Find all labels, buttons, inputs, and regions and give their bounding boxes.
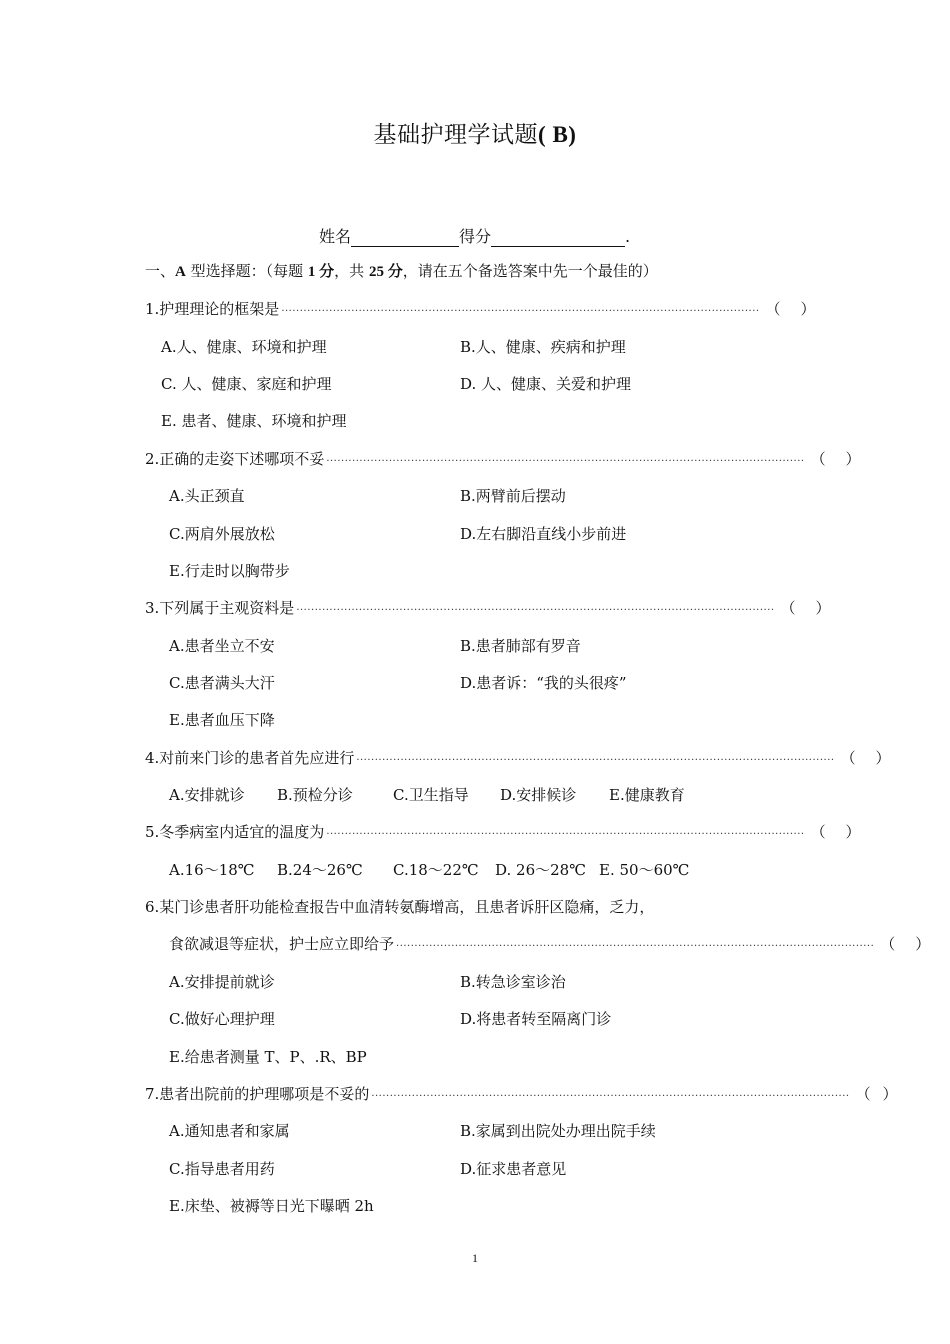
- paren-open: （: [780, 599, 796, 617]
- leader-dots: ··································································································································: [326, 456, 805, 467]
- option-d: D. 人、健康、关爱和护理: [460, 375, 632, 393]
- option-e: E. 患者、健康、环境和护理: [161, 412, 347, 430]
- section-label: 型选择题：（每题: [185, 262, 308, 280]
- option-d: D.患者诉：“我的头很疼”: [460, 674, 627, 692]
- score-label: 得分: [459, 227, 492, 246]
- paren-open: （: [840, 749, 856, 767]
- question-stem: [145, 821, 861, 842]
- score-blank[interactable]: [491, 228, 625, 247]
- option-c: C.患者满头大汗: [169, 674, 275, 692]
- option-d: D.左右脚沿直线小步前进: [460, 525, 627, 543]
- paren-close: ）: [882, 1085, 898, 1103]
- question-text: 3.下列属于主观资料是: [145, 599, 295, 617]
- option-a: A.头正颈直: [169, 487, 245, 505]
- option-c: C. 人、健康、家庭和护理: [161, 375, 332, 393]
- option-d: D.将患者转至隔离门诊: [460, 1010, 612, 1028]
- paren-close: ）: [845, 823, 861, 841]
- paren-open: （: [880, 935, 896, 953]
- section-heading: [145, 260, 658, 281]
- option-a: A.通知患者和家属: [169, 1122, 290, 1140]
- option-b: B.患者肺部有罗音: [460, 637, 581, 655]
- option-a: A.安排就诊: [169, 786, 245, 804]
- answer-bracket[interactable]: [811, 448, 861, 469]
- paren-close: ）: [875, 749, 891, 767]
- question-text: 5.冬季病室内适宜的温度为: [145, 823, 325, 841]
- option-b: B.预检分诊: [277, 786, 353, 804]
- section-mid: ，共: [334, 262, 369, 280]
- option-b: B.人、健康、疾病和护理: [460, 338, 626, 356]
- option-a: A.患者坐立不安: [169, 637, 275, 655]
- paren-open: （: [810, 450, 826, 468]
- answer-bracket[interactable]: [856, 1083, 898, 1104]
- paren-close: ）: [915, 935, 931, 953]
- option-d: D.安排候诊: [500, 786, 577, 804]
- paren-open: （: [765, 300, 781, 318]
- question-stem: [145, 597, 831, 618]
- question-stem-continued: [169, 933, 931, 954]
- section-prefix: 一、: [145, 262, 176, 280]
- option-c: C.18～22℃: [393, 861, 479, 879]
- page-number: 1: [472, 1251, 478, 1265]
- answer-bracket[interactable]: [880, 933, 930, 954]
- question-stem: [145, 747, 891, 768]
- answer-bracket[interactable]: [841, 747, 891, 768]
- title-text: 基础护理学试题: [373, 122, 539, 148]
- leader-dots: ··································································································································: [356, 755, 835, 766]
- paren-close: ）: [800, 300, 816, 318]
- section-points: 1 分: [307, 264, 335, 280]
- leader-dots: ··································································································································: [281, 306, 760, 317]
- paren-open: （: [855, 1085, 871, 1103]
- end-mark: .: [625, 227, 631, 246]
- leader-dots: ··································································································································: [326, 829, 805, 840]
- question-text: 1.护理理论的框架是: [145, 300, 280, 318]
- option-d: D. 26～28℃: [495, 861, 586, 879]
- answer-bracket[interactable]: [781, 597, 831, 618]
- section-rest: ，请在五个备选答案中先一个最佳的）: [402, 262, 658, 280]
- option-e: E.床垫、被褥等日光下曝晒 2h: [169, 1197, 374, 1215]
- name-blank[interactable]: [351, 228, 459, 247]
- exam-title: [0, 116, 950, 149]
- leader-dots: ··································································································································: [396, 941, 875, 952]
- option-e: E.给患者测量 T、P、.R、BP: [169, 1048, 367, 1066]
- option-b: B.转急诊室诊治: [460, 973, 566, 991]
- option-d: D.征求患者意见: [460, 1160, 567, 1178]
- question-text: 6.某门诊患者肝功能检查报告中血清转氨酶增高，且患者诉肝区隐痛，乏力，: [145, 898, 655, 916]
- question-text: 食欲减退等症状，护士应立即给予: [169, 935, 395, 953]
- option-c: C.卫生指导: [393, 786, 469, 804]
- leader-dots: ··································································································································: [296, 605, 775, 616]
- option-b: B.两臂前后摆动: [460, 487, 566, 505]
- option-a: A.人、健康、环境和护理: [161, 338, 327, 356]
- answer-bracket[interactable]: [811, 821, 861, 842]
- option-e: E.行走时以胸带步: [169, 562, 290, 580]
- option-c: C.指导患者用药: [169, 1160, 275, 1178]
- question-stem: [145, 1083, 898, 1104]
- option-a: A.16～18℃: [169, 861, 255, 879]
- paren-close: ）: [845, 450, 861, 468]
- paren-close: ）: [815, 599, 831, 617]
- option-b: B.家属到出院处办理出院手续: [460, 1122, 656, 1140]
- section-type: A: [175, 264, 186, 280]
- name-label: 姓名: [319, 227, 352, 246]
- option-a: A.安排提前就诊: [169, 973, 275, 991]
- question-text: 4.对前来门诊的患者首先应进行: [145, 749, 355, 767]
- option-c: C.做好心理护理: [169, 1010, 275, 1028]
- title-suffix: ( B): [538, 122, 577, 147]
- section-total: 25 分: [368, 264, 403, 280]
- paren-open: （: [810, 823, 826, 841]
- option-e: E. 50～60℃: [599, 861, 690, 879]
- leader-dots: ··································································································································: [371, 1091, 850, 1102]
- answer-bracket[interactable]: [766, 298, 816, 319]
- name-score-line: [319, 224, 630, 247]
- option-e: E.健康教育: [609, 786, 685, 804]
- question-stem: [145, 298, 816, 319]
- question-text: 2.正确的走姿下述哪项不妥: [145, 450, 325, 468]
- question-text: 7.患者出院前的护理哪项是不妥的: [145, 1085, 370, 1103]
- option-e: E.患者血压下降: [169, 711, 275, 729]
- question-stem: [145, 448, 861, 469]
- option-c: C.两肩外展放松: [169, 525, 275, 543]
- option-b: B.24～26℃: [277, 861, 363, 879]
